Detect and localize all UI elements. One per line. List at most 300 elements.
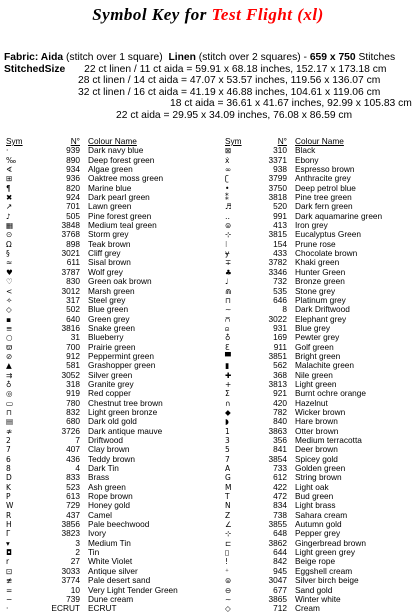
colour-name: Sand gold [295, 585, 333, 595]
colour-name: Chocolate brown [295, 249, 358, 259]
colour-name: Spicey gold [295, 454, 338, 464]
table-row [6, 221, 211, 230]
symbol-glyph: ∞ [225, 165, 232, 175]
colour-name: Espresso brown [295, 165, 355, 175]
colour-name: Cliff grey [88, 249, 121, 259]
colour-name: Steel grey [88, 295, 126, 305]
colour-name: Driftwood [88, 436, 124, 445]
colour-name: Sahara cream [295, 510, 348, 520]
key-column-right [225, 137, 415, 614]
symbol-glyph: 7 [6, 445, 11, 455]
symbol-glyph: ⊜ [225, 221, 232, 231]
table-row [225, 586, 415, 595]
thread-number: 700 [66, 341, 80, 352]
size-line: 22 ct linen / 11 ct aida = 59.91 x 68.18 inches, 152.17 x 173.18 cm [84, 63, 387, 75]
colour-name: Prairie green [88, 342, 136, 352]
table-row [225, 221, 415, 230]
table-row [225, 455, 415, 464]
table-row [225, 399, 415, 408]
symbol-glyph: ↗ [6, 202, 13, 212]
colour-name: Hunter Green [295, 267, 346, 277]
symbol-glyph: ẋ [225, 155, 230, 165]
thread-number: 712 [273, 603, 287, 614]
symbol-glyph: ♁ [6, 379, 12, 389]
thread-number: 505 [66, 210, 80, 221]
table-row [225, 202, 415, 211]
symbol-glyph: ʗ [225, 174, 229, 184]
symbol-glyph: ∓ [225, 258, 232, 268]
thread-number: 919 [66, 388, 80, 399]
symbol-glyph: < [6, 286, 13, 296]
table-row [225, 230, 415, 239]
symbol-glyph: − [6, 594, 13, 604]
thread-number: 3346 [268, 266, 287, 277]
table-row [225, 417, 415, 426]
symbol-glyph: ⁑ [225, 193, 229, 203]
colour-name: White Violet [88, 557, 133, 567]
table-row [225, 371, 415, 380]
thread-number: 842 [273, 556, 287, 567]
symbol-glyph: ▪ [6, 314, 12, 324]
colour-name: Chestnut tree brown [88, 398, 163, 408]
colour-name: Bright green [295, 351, 341, 361]
colour-name: String brown [295, 473, 342, 483]
colour-name: Sisal brown [88, 258, 131, 268]
colour-name: Silver birch beige [295, 576, 359, 586]
thread-number: 921 [273, 388, 287, 399]
table-row [6, 417, 211, 426]
colour-name: Granite grey [88, 379, 134, 389]
symbol-key-table [0, 137, 416, 614]
table-row [6, 193, 211, 202]
stitch-count: 659 x 750 [309, 52, 356, 63]
fabric-row [0, 52, 416, 64]
thread-number: 472 [273, 491, 287, 502]
table-row [225, 520, 415, 529]
thread-number: 938 [273, 164, 287, 175]
thread-number: 701 [66, 201, 80, 212]
colour-name: Honey gold [88, 501, 130, 511]
colour-name: Blue grey [295, 323, 331, 333]
thread-number: 912 [66, 350, 80, 361]
colour-name: Clay brown [88, 445, 130, 455]
table-row [6, 202, 211, 211]
symbol-glyph: ∩ [225, 398, 231, 408]
colour-name: Brass [88, 473, 110, 483]
symbol-glyph: • [225, 183, 230, 193]
table-row [6, 576, 211, 585]
table-row [225, 361, 415, 370]
symbol-glyph: 6 [6, 454, 11, 464]
table-row [6, 258, 211, 267]
table-row [225, 258, 415, 267]
thread-number: 739 [66, 593, 80, 604]
symbol-glyph: ⊖ [225, 585, 232, 595]
symbol-glyph: ⊓ [6, 407, 12, 417]
colour-name: Platinum grey [295, 295, 346, 305]
table-row [6, 315, 211, 324]
table-row [225, 604, 415, 613]
table-row [225, 277, 415, 286]
symbol-glyph: ♩ [225, 277, 229, 287]
thread-number: 3851 [268, 350, 287, 361]
thread-number: 3371 [268, 154, 287, 165]
table-row [225, 249, 415, 258]
table-row [6, 287, 211, 296]
thread-number: 936 [66, 173, 80, 184]
colour-name: Dark pearl green [88, 193, 150, 203]
column-header [225, 137, 415, 146]
symbol-glyph: ∢ [6, 165, 13, 175]
colour-name: Light green bronze [88, 407, 158, 417]
table-row [6, 249, 211, 258]
symbol-glyph: ◗ [225, 417, 229, 427]
symbol-glyph: ∠ [225, 520, 232, 530]
symbol-glyph: ¶ [6, 183, 11, 193]
colour-name: Dark navy blue [88, 146, 144, 156]
symbol-glyph: K [6, 482, 11, 492]
thread-number: 433 [273, 248, 287, 259]
thread-number: 830 [66, 276, 80, 287]
table-row [225, 212, 415, 221]
table-row [225, 352, 415, 361]
title-prefix: Symbol Key for [92, 5, 207, 24]
table-row [6, 156, 211, 165]
colour-name: Oaktree moss green [88, 174, 164, 184]
thread-number: 3815 [268, 229, 287, 240]
table-row [6, 352, 211, 361]
table-row [6, 586, 211, 595]
thread-number: 677 [273, 584, 287, 595]
table-row [225, 445, 415, 454]
table-row [6, 436, 211, 445]
symbol-glyph: W [6, 501, 14, 511]
header-num: N° [277, 136, 287, 146]
symbol-glyph: 1 [225, 426, 230, 436]
symbol-glyph: ▀ [225, 351, 231, 361]
thread-number: 911 [273, 341, 287, 352]
colour-name: Pepper grey [295, 529, 341, 539]
thread-number: 523 [66, 481, 80, 492]
colour-name: Dark Tin [88, 464, 119, 474]
thread-number: 613 [66, 491, 80, 502]
symbol-glyph: ⊓ [225, 295, 231, 305]
symbol-glyph: P [6, 492, 11, 502]
symbol-glyph: ✧ [6, 295, 13, 305]
colour-name: Gingerbread brown [295, 538, 367, 548]
colour-name: Blue green [88, 305, 129, 315]
table-row [225, 492, 415, 501]
colour-name: Wicker brown [295, 407, 346, 417]
thread-number: 3787 [61, 266, 80, 277]
thread-number: 3750 [268, 182, 287, 193]
thread-number: 535 [273, 285, 287, 296]
symbol-glyph: ♬ [225, 202, 232, 212]
fabric-detail: (stitch over 1 square) [66, 52, 163, 63]
colour-name: Silver green [88, 370, 133, 380]
thread-number: 4 [75, 463, 80, 474]
thread-number: 154 [273, 238, 287, 249]
thread-number: 924 [66, 192, 80, 203]
table-row [6, 464, 211, 473]
colour-name: Autumn gold [295, 520, 342, 530]
table-row [225, 483, 415, 492]
thread-number: 10 [70, 584, 80, 595]
thread-number: 437 [66, 509, 80, 520]
thread-number: 680 [66, 416, 80, 427]
colour-name: Iron grey [295, 221, 328, 231]
thread-number: 729 [66, 500, 80, 511]
key-column-left [6, 137, 211, 614]
table-row [6, 445, 211, 454]
colour-name: Hare brown [295, 417, 338, 427]
colour-name: Ebony [295, 155, 319, 165]
thread-number: 3854 [268, 453, 287, 464]
colour-name: Snake green [88, 323, 136, 333]
thread-number: 318 [66, 378, 80, 389]
thread-number: 780 [66, 397, 80, 408]
table-row [225, 511, 415, 520]
table-row [6, 240, 211, 249]
thread-number: 3768 [61, 229, 80, 240]
symbol-glyph: A [225, 464, 231, 474]
colour-name: Light green [295, 379, 337, 389]
thread-number: 931 [273, 322, 287, 333]
symbol-glyph: ≈ [6, 258, 13, 268]
table-row [225, 184, 415, 193]
fabric-label: Fabric: Aida [4, 52, 64, 63]
thread-number: 782 [273, 406, 287, 417]
symbol-glyph: ▤ [6, 417, 14, 427]
thread-number: 890 [66, 154, 80, 165]
symbol-glyph: M [225, 482, 232, 492]
colour-name: Blueberry [88, 333, 124, 343]
table-row [225, 557, 415, 566]
fabric-info [0, 52, 416, 121]
table-row [225, 174, 415, 183]
colour-name: Storm grey [88, 230, 129, 240]
table-row [6, 305, 211, 314]
symbol-glyph: · [6, 146, 9, 156]
table-row [6, 165, 211, 174]
symbol-glyph: ϖ [6, 342, 13, 352]
table-row [225, 324, 415, 333]
symbol-glyph: ◘ [6, 548, 12, 558]
colour-name: Dark aquamarine green [295, 211, 383, 221]
table-row [225, 156, 415, 165]
symbol-glyph: ◎ [6, 389, 13, 399]
colour-name: Cream [295, 604, 320, 614]
thread-number: 31 [70, 332, 80, 343]
header-num: N° [70, 136, 80, 146]
table-row [225, 427, 415, 436]
colour-name: Pine tree green [295, 193, 352, 203]
thread-number: 738 [273, 509, 287, 520]
symbol-glyph: 7 [225, 454, 230, 464]
column-header [6, 137, 211, 146]
colour-name: Rope brown [88, 492, 133, 502]
thread-number: 3021 [61, 248, 80, 259]
linen-label: Linen [168, 52, 196, 63]
colour-name: Bud green [295, 492, 334, 502]
table-row [6, 268, 211, 277]
symbol-glyph: ɏ [225, 249, 230, 259]
table-row [225, 305, 415, 314]
symbol-glyph: ▭ [6, 398, 14, 408]
header-name: Colour Name [295, 137, 344, 146]
thread-number: 3033 [61, 565, 80, 576]
table-row [6, 296, 211, 305]
table-row [6, 539, 211, 548]
colour-name: Stone grey [295, 286, 336, 296]
thread-number: 3813 [268, 378, 287, 389]
table-row [225, 389, 415, 398]
thread-number: 733 [273, 463, 287, 474]
colour-name: Dark antique mauve [88, 426, 163, 436]
table-row [225, 576, 415, 585]
symbol-glyph: Г [6, 529, 11, 539]
linen-detail: (stitch over 2 squares) - [198, 52, 307, 63]
table-row [225, 315, 415, 324]
thread-number: 834 [273, 500, 287, 511]
thread-number: 3726 [61, 425, 80, 436]
colour-name: Beige rope [295, 557, 336, 567]
symbol-glyph: ⊹ [225, 529, 232, 539]
symbol-glyph: Ω [6, 239, 12, 249]
thread-number: 3856 [61, 519, 80, 530]
colour-name: Eggshell cream [295, 566, 353, 576]
colour-name: Red copper [88, 389, 131, 399]
table-row [6, 212, 211, 221]
colour-name: Pale beechwood [88, 520, 150, 530]
thread-number: 3865 [268, 593, 287, 604]
symbol-glyph: ✚ [225, 370, 232, 380]
symbol-glyph: ▾ [6, 538, 10, 548]
symbol-glyph: ⊹ [225, 230, 232, 240]
size-line: 18 ct aida = 36.61 x 41.67 inches, 92.99 x 105.83 cm [170, 98, 412, 109]
thread-number: 612 [273, 472, 287, 483]
colour-name: Light green grey [295, 548, 355, 558]
colour-name: Golden green [295, 464, 346, 474]
symbol-glyph: ⩄ [225, 323, 230, 333]
colour-name: Ivory [88, 529, 106, 539]
table-row [225, 146, 415, 155]
table-row [6, 595, 211, 604]
thread-number: 3 [75, 537, 80, 548]
thread-number: 581 [66, 360, 80, 371]
thread-number: 3823 [61, 528, 80, 539]
colour-name: Winter white [295, 594, 341, 604]
colour-name: Pewter grey [295, 333, 340, 343]
colour-name: Lawn green [88, 202, 132, 212]
symbol-glyph: ⊜ [225, 576, 232, 586]
symbol-glyph: ✖ [6, 193, 13, 203]
table-row [6, 483, 211, 492]
symbol-glyph: ⩃ [225, 314, 231, 324]
table-row [6, 399, 211, 408]
symbol-glyph: Z [225, 510, 231, 520]
symbol-glyph: ◇ [225, 604, 231, 614]
table-row [225, 240, 415, 249]
symbol-glyph: ♁ [225, 333, 231, 343]
table-row [225, 287, 415, 296]
table-row [225, 193, 415, 202]
symbol-glyph: = [6, 585, 13, 595]
colour-name: Hazelnut [295, 398, 328, 408]
thread-number: 169 [273, 332, 287, 343]
thread-number: 646 [273, 294, 287, 305]
table-row [6, 408, 211, 417]
symbol-glyph: N [225, 501, 231, 511]
colour-name: Malachite green [295, 361, 355, 371]
thread-number: 7 [75, 435, 80, 445]
table-row [6, 511, 211, 520]
thread-number: 841 [273, 444, 287, 455]
symbol-glyph: ⋒ [225, 286, 232, 296]
colour-name: Green grey [88, 314, 130, 324]
colour-name: Deep petrol blue [295, 183, 356, 193]
thread-number: 368 [273, 369, 287, 380]
thread-number: 502 [66, 304, 80, 315]
colour-name: Medium terracotta [295, 436, 362, 445]
symbol-glyph: · [6, 604, 9, 614]
table-row [6, 361, 211, 370]
symbol-glyph: ○ [6, 333, 13, 343]
table-row [225, 380, 415, 389]
thread-number: 407 [66, 444, 80, 455]
thread-number: 939 [66, 145, 80, 156]
thread-number: 436 [66, 453, 80, 464]
thread-number: 640 [66, 313, 80, 324]
symbol-glyph: ≉ [6, 426, 13, 436]
colour-name: Antique silver [88, 566, 138, 576]
table-row [225, 268, 415, 277]
table-row [6, 343, 211, 352]
symbol-glyph: ∼ [225, 305, 232, 315]
colour-name: Algae green [88, 165, 133, 175]
symbol-glyph: T [225, 492, 230, 502]
symbol-glyph: ⇉ [6, 370, 13, 380]
colour-name: Teak brown [88, 239, 131, 249]
symbol-glyph: ⁝ [225, 239, 228, 249]
table-row [6, 380, 211, 389]
size-line: 28 ct linen / 14 ct aida = 47.07 x 53.57 inches, 119.56 x 136.07 cm [78, 75, 381, 86]
size-line: 22 ct aida = 29.95 x 34.09 inches, 76.08 x 86.59 cm [116, 109, 353, 121]
thread-number: 3782 [268, 257, 287, 268]
table-row [6, 567, 211, 576]
colour-name: Black [295, 146, 316, 156]
colour-name: Burnt ochre orange [295, 389, 367, 399]
symbol-glyph: Ɛ [225, 342, 230, 352]
symbol-glyph: ⊡ [6, 566, 13, 576]
thread-number: 3855 [268, 519, 287, 530]
symbol-glyph: ⊠ [225, 146, 232, 156]
key-rows-left [6, 146, 211, 613]
symbol-glyph: 2 [6, 436, 11, 445]
colour-name: Pine forest green [88, 211, 152, 221]
thread-number: 644 [273, 547, 287, 558]
colour-name: Camel [88, 510, 112, 520]
table-row [6, 492, 211, 501]
thread-number: 3862 [268, 537, 287, 548]
symbol-glyph: ≢ [6, 576, 13, 586]
table-row [6, 333, 211, 342]
colour-name: Otter brown [295, 426, 339, 436]
thread-number: 832 [66, 406, 80, 417]
symbol-glyph: ‰ [6, 155, 17, 165]
table-row [225, 333, 415, 342]
page-title [0, 5, 416, 25]
